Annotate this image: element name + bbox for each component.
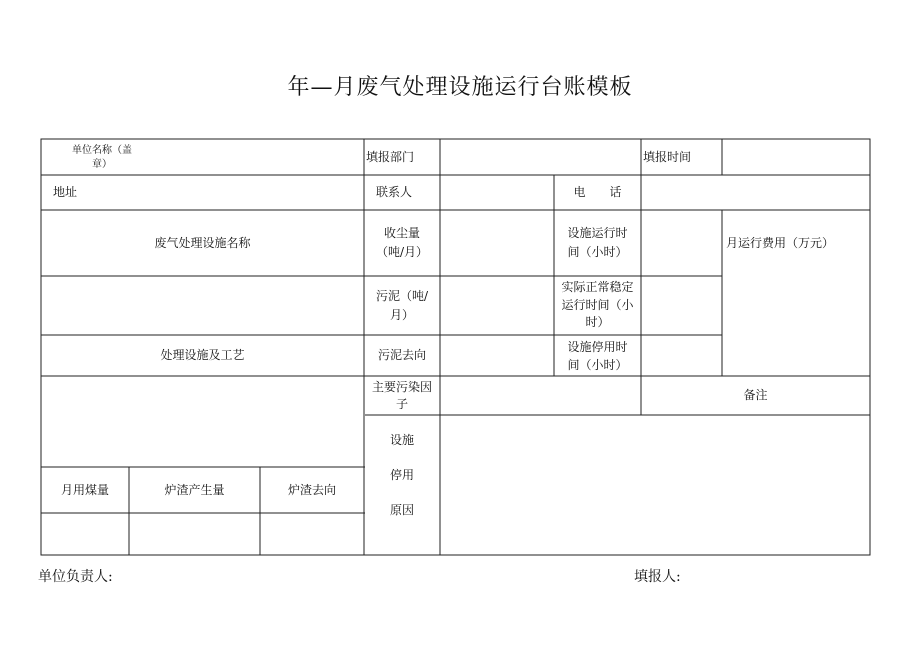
contact-label: 联系人: [376, 185, 413, 200]
sludge-label-line1: 污泥（吨/: [375, 288, 429, 303]
page-title: 年—月废气处理设施运行台账模板: [287, 75, 633, 100]
unit-name-label-line1: 单位名称（盖: [72, 144, 132, 156]
slag-amount-label: 炉渣产生量: [164, 482, 225, 497]
run-time-label-line1: 设施运行时: [567, 226, 628, 241]
address-label: 地址: [53, 185, 78, 200]
slag-dest-label: 炉渣去向: [287, 482, 336, 497]
filler-label: 填报人:: [634, 569, 681, 585]
unit-name-label-line2: 章）: [92, 158, 112, 170]
pollutant-label: [364, 376, 440, 415]
phone-label: 电 话: [573, 185, 622, 200]
pollutant-label-line1: 主要污染因: [371, 379, 432, 394]
remark-label: 备注: [743, 388, 768, 403]
sludge-label: [364, 276, 440, 335]
dust-label-line2: （吨/月）: [375, 245, 429, 259]
time-label: 填报时间: [643, 150, 692, 165]
dust-label: [364, 210, 440, 276]
process-label: 处理设施及工艺: [160, 348, 245, 363]
run-time-label: [554, 210, 641, 276]
stable-time-label: [554, 276, 641, 335]
stop-time-label-line2: 间（小时）: [567, 357, 628, 372]
stop-reason-line1: 设施: [389, 433, 414, 447]
stop-reason-label: [364, 415, 440, 525]
monthly-cost-label: 月运行费用（万元）: [726, 235, 835, 250]
dust-label-line1: 收尘量: [383, 226, 420, 241]
sludge-label-line2: 月）: [389, 307, 414, 322]
sludge-dest-label: 污泥去向: [377, 348, 426, 363]
facility-name-label: 废气处理设施名称: [154, 235, 251, 250]
stop-time-label-line1: 设施停用时: [567, 339, 628, 354]
stop-reason-line3: 原因: [389, 502, 414, 517]
responsible-label: 单位负责人:: [38, 569, 113, 585]
pollutant-label-line2: 子: [395, 396, 408, 411]
unit-name-label: [42, 140, 162, 175]
dept-label: 填报部门: [366, 150, 415, 165]
stop-reason-line2: 停用: [389, 467, 414, 482]
coal-label: 月用煤量: [60, 482, 109, 497]
stable-time-label-line1: 实际正常稳定: [561, 280, 634, 295]
stop-time-label: [554, 335, 641, 376]
stable-time-label-line2: 运行时间（小: [561, 297, 634, 312]
stable-time-label-line3: 时）: [585, 315, 610, 330]
run-time-label-line2: 间（小时）: [567, 245, 628, 259]
